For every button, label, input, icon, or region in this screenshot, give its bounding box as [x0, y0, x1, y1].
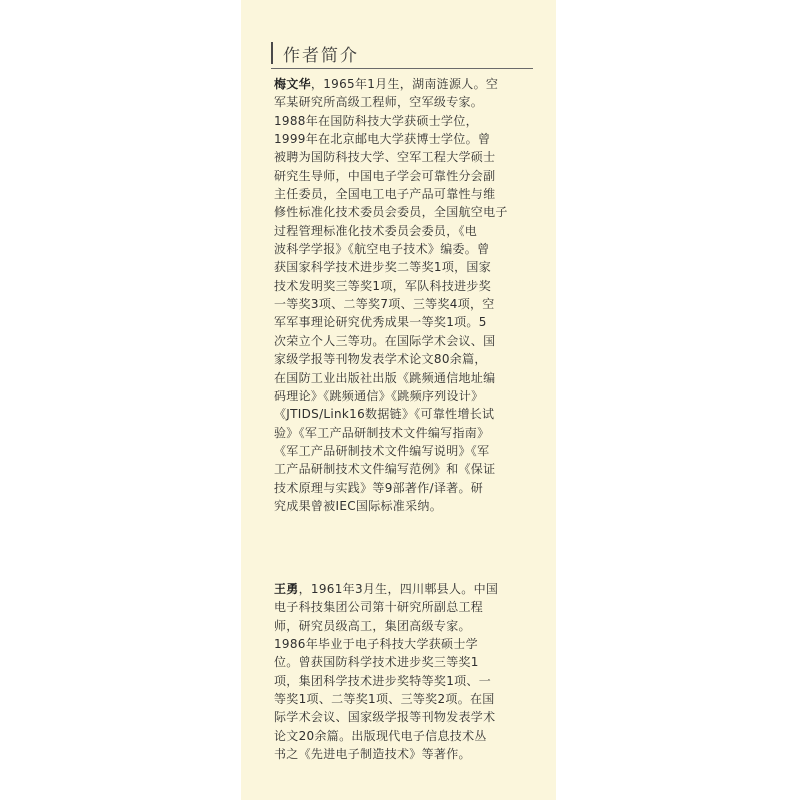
bio-line [274, 277, 534, 295]
bio-line [274, 167, 534, 185]
bio-text: 军军事理论研究优秀成果一等奖1项。5 [274, 315, 487, 330]
bio-text: 《军工产品研制技术文件编写说明》《军 [274, 443, 490, 458]
bio-text: 验》《军工产品研制技术文件编写指南》 [274, 425, 490, 440]
bio-line [274, 479, 534, 497]
bio-text: 师，研究员级高工，集团高级专家。 [274, 618, 471, 633]
author-bio-wang-yong [274, 580, 534, 763]
bio-line [274, 460, 534, 478]
bio-text: 论文20余篇。出版现代电子信息技术丛 [274, 728, 487, 743]
bio-line [274, 598, 534, 616]
bio-text: 位。曾获国防科学技术进步奖三等奖1 [274, 655, 479, 670]
bio-line [274, 497, 534, 515]
bio-line [274, 313, 534, 331]
bio-line [274, 130, 534, 148]
bio-line [274, 75, 534, 93]
bio-line [274, 222, 534, 240]
bio-line [274, 295, 534, 313]
bio-text: 1986年毕业于电子科技大学获硕士学 [274, 637, 478, 652]
bio-line [274, 112, 534, 130]
bio-text: 1988年在国防科技大学获硕士学位， [274, 113, 478, 128]
bio-text: 项，集团科学技术进步奖特等奖1项、一 [274, 673, 492, 688]
bio-line [274, 332, 534, 350]
bio-line [274, 424, 534, 442]
bio-line [274, 405, 534, 423]
bio-text: 1999年在北京邮电大学获博士学位。曾 [274, 132, 491, 147]
bio-text: 在国防工业出版社出版《跳频通信地址编 [274, 370, 496, 385]
bio-line [274, 387, 534, 405]
bio-text: 军某研究所高级工程师，空军级专家。 [274, 95, 484, 110]
bio-line [274, 635, 534, 653]
bio-line [274, 653, 534, 671]
bio-text: 主任委员，全国电工电子产品可靠性与维 [274, 187, 496, 202]
bio-text: 波科学学报》《航空电子技术》编委。曾 [274, 242, 490, 257]
bio-line [274, 442, 534, 460]
bio-line [274, 369, 534, 387]
bio-line [274, 727, 534, 745]
bio-text: 家级学报等刊物发表学术论文80余篇， [274, 352, 487, 367]
bio-text: 技术发明奖三等奖1项，军队科技进步奖 [274, 278, 492, 293]
bio-line [274, 708, 534, 726]
bio-text: 工产品研制技术文件编写范例》和《保证 [274, 462, 496, 477]
author-name: 梅文华 [274, 77, 311, 91]
bio-text: 一等奖3项、二等奖7项、三等奖4项，空 [274, 297, 495, 312]
bio-line [274, 350, 534, 368]
bio-text: 书之《先进电子制造技术》等著作。 [274, 747, 471, 762]
bio-line [274, 185, 534, 203]
bio-line [274, 258, 534, 276]
bio-text: 等奖1项、二等奖1项、三等奖2项。在国 [274, 692, 495, 707]
bio-text: 修性标准化技术委员会委员，全国航空电子 [274, 205, 508, 220]
bio-line [274, 93, 534, 111]
bio-line [274, 617, 534, 635]
bio-text: 获国家科学技术进步奖二等奖1项，国家 [274, 260, 492, 275]
bio-text: 究成果曾被IEC国际标准采纳。 [274, 498, 443, 513]
bio-text: 次荣立个人三等功。在国际学术会议、国 [274, 333, 496, 348]
bio-line [274, 745, 534, 763]
bio-text: 《JTIDS/Link16数据链》《可靠性增长试 [274, 407, 495, 422]
bio-text: 际学术会议、国家级学报等刊物发表学术 [274, 710, 496, 725]
bio-text: 技术原理与实践》等9部著作/译著。研 [274, 480, 484, 495]
bio-line [274, 580, 534, 598]
bio-text: 码理论》《跳频通信》《跳频序列设计》 [274, 388, 484, 403]
section-title: 作者简介 [283, 45, 359, 66]
bio-text: 被聘为国防科技大学、空军工程大学硕士 [274, 150, 496, 165]
bio-line [274, 672, 534, 690]
heading-divider [271, 68, 533, 69]
bio-line [274, 690, 534, 708]
heading-accent-bar [271, 42, 273, 64]
author-bio-mei-wenhua [274, 75, 534, 515]
author-name: 王勇 [274, 582, 299, 596]
bio-text: 研究生导师，中国电子学会可靠性分会副 [274, 168, 496, 183]
bio-text: ，1965年1月生，湖南涟源人。空 [310, 77, 499, 91]
bio-text: 电子科技集团公司第十研究所副总工程 [274, 600, 484, 615]
bio-line [274, 240, 534, 258]
section-heading [271, 40, 531, 66]
bio-text: ，1961年3月生，四川郫县人。中国 [298, 582, 499, 596]
bio-line [274, 148, 534, 166]
bio-text: 过程管理标准化技术委员会委员，《电 [274, 223, 478, 238]
bio-line [274, 203, 534, 221]
